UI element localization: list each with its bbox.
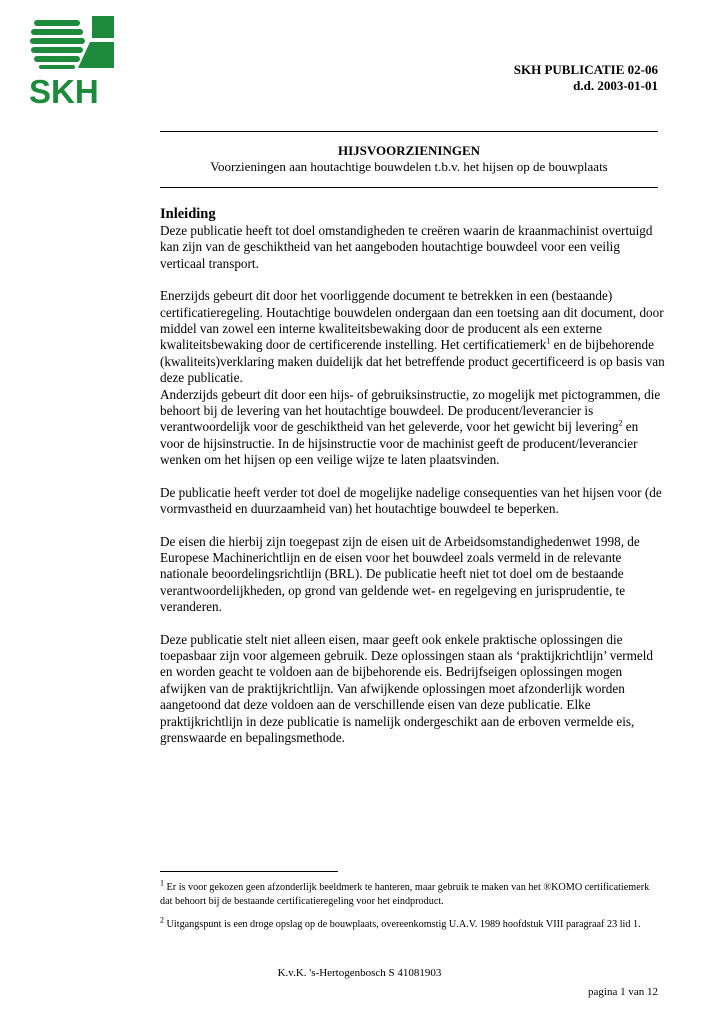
logo-mark-icon: [30, 16, 114, 69]
publication-reference: [514, 62, 658, 94]
paragraph-4: De publicatie heeft verder tot doel de mogelijke nadelige consequenties van het hijsen voor (de vormvastheid en duurzaamheid van) het houtachtige bouwdeel te beperken.: [160, 484, 662, 517]
paragraph-2: Enerzijds gebeurt dit door het voorliggende document te betrekken in een (bestaande) certificatieregeling. Houtachtige bouwdelen ondergaan dan een toetsing aan dit document, door middel van zowel een interne kwaliteitsbewaking door de producent als een externe kwaliteitsbewaking door de certificerende instelling. Het certificatiemerk$^1$ en de bijbehorende (kwaliteits)verklaring maken duidelijk dat het betreffende product gecertificeerd is op basis van deze publicatie.: [160, 288, 665, 386]
title-divider: [160, 187, 658, 188]
page-number: pagina 1 van 12: [588, 986, 658, 998]
section-heading: Inleiding: [160, 206, 216, 222]
top-divider: [160, 131, 658, 132]
title-block: [160, 143, 658, 175]
logo-text: SKH: [29, 73, 99, 106]
footnote-ref-1[interactable]: 1: [546, 337, 551, 347]
publication-number: SKH PUBLICATIE 02-06: [513, 62, 658, 77]
footnote-ref-2[interactable]: 2: [618, 419, 623, 429]
kvk-registration: K.v.K. 's-Hertogenbosch S 41081903: [277, 967, 442, 979]
main-content: [160, 206, 665, 762]
document-title: HIJSVOORZIENINGEN: [337, 143, 481, 158]
paragraph-1: Deze publicatie heeft tot doel omstandigheden te creëren waarin de kraanmachinist overtuigd kan zijn van de geschiktheid van het aangeboden houtachtige bouwdeel voor een veilig verticaal transport.: [160, 223, 653, 271]
paragraph-3: Anderzijds gebeurt dit door een hijs- of gebruiksinstructie, zo mogelijk met pictogrammen, die behoort bij de levering van het houtachtige bouwdeel. De producent/leverancier is verantwoordelijk voor de geschiktheid van het geleverde, voor het gewicht bij levering$^2$ en voor de hijsinstructie. In de hijsinstructie voor de machinist geeft de producent/leverancier wenken om het hijsen op een veilige wijze te laten plaatsvinden.: [160, 386, 661, 468]
footnote-divider: [160, 871, 338, 872]
footnote-1: $^1$ Er is voor gekozen geen afzonderlijk beeldmerk te hanteren, maar gebruik te maken van het ®KOMO certificatiemerk dat behoort bij de bestaande certificatieregeling voor het eindproduct.: [160, 878, 650, 907]
footnotes: [160, 878, 660, 941]
publication-date: d.d. 2003-01-01: [573, 78, 658, 93]
document-subtitle: Voorzieningen aan houtachtige bouwdelen t.b.v. het hijsen op de bouwplaats: [210, 159, 608, 174]
paragraph-5: De eisen die hierbij zijn toegepast zijn de eisen uit de Arbeidsomstandighedenwet 1998, de Europese Machinerichtlijn en de eisen voor het bouwdeel zoals vermeld in de relevante nationale beoordelingsrichtlijn (BRL). De publicatie heeft niet tot doel om de bestaande verantwoordelijkheden, op grond van geldende wet- en regelgeving en jurisprudentie, te veranderen.: [160, 533, 640, 615]
skh-logo: [28, 12, 120, 106]
paragraph-6: Deze publicatie stelt niet alleen eisen, maar geeft ook enkele praktische oplossingen die toepasbaar zijn voor algemeen gebruik. Deze oplossingen staan als ‘praktijkrichtlijn’ vermeld en worden geacht te voldoen aan de bijbehorende eis. Bedrijfseigen oplossingen mogen afwijken van de praktijkrichtlijn. Van afwijkende oplossingen moet afzonderlijk worden aangetoond dat deze voldoen aan de verschillende eisen van deze publicatie. Elke praktijkrichtlijn in deze publicatie is namelijk ondergeschikt aan de erboven vermelde eis, grenswaarde en bepalingsmethode.: [160, 631, 654, 745]
footnote-2: $^2$ Uitgangspunt is een droge opslag op de bouwplaats, overeenkomstig U.A.V. 1989 hoofdstuk VIII paragraaf 23 lid 1.: [160, 915, 641, 930]
